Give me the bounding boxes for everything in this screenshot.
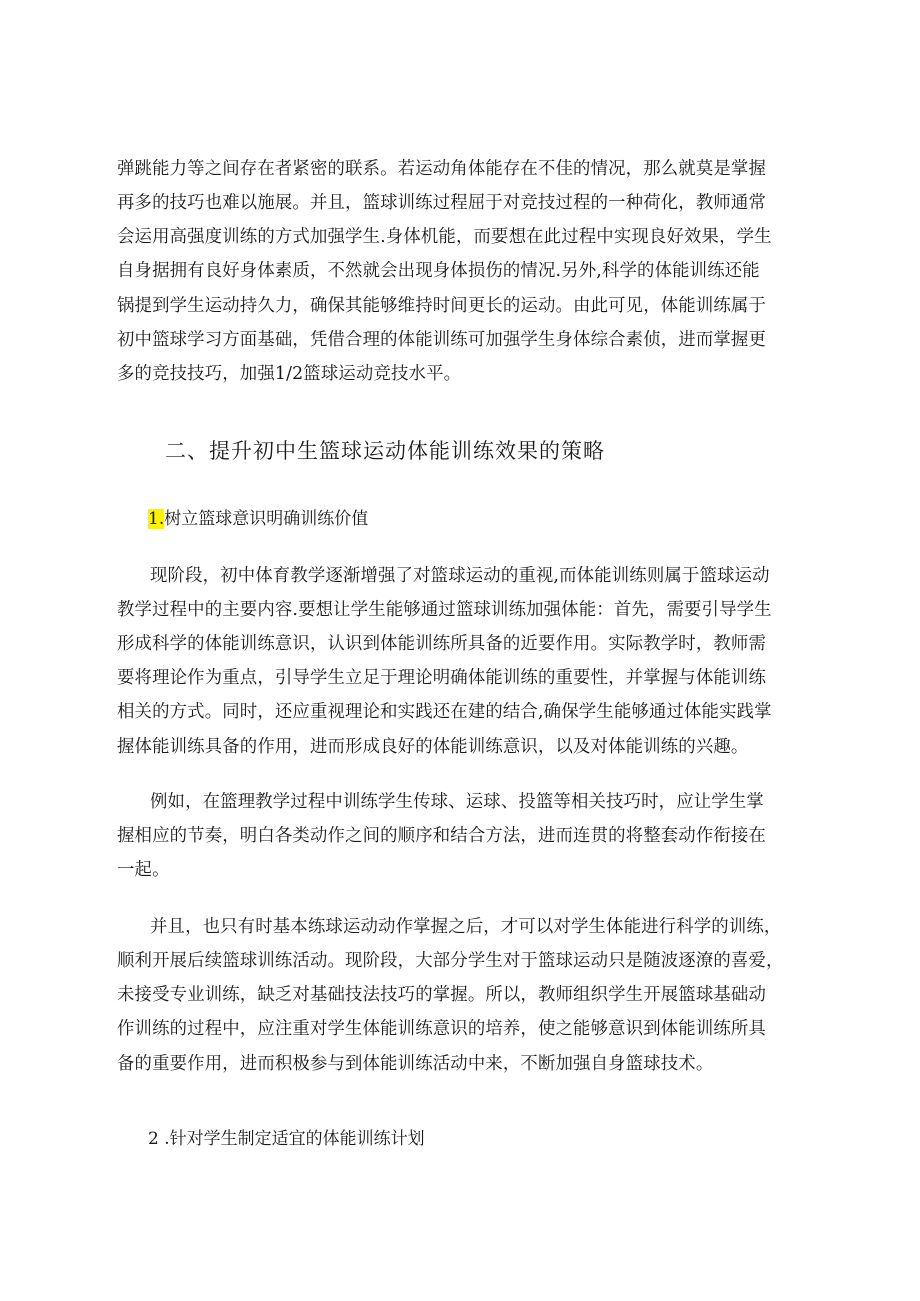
para2-line: 形成科学的体能训练意识，认识到体能训练所具备的近要作用。实际教学时，教师需 bbox=[117, 634, 767, 654]
para1-line: 初中篮球学习方面基础，凭借合理的体能训练可加强学生身体综合素侦，进而掌握更 bbox=[117, 330, 767, 350]
para2-line: 现阶段，初中体育教学逐渐增强了对篮球运动的重视,而体能训练则属于篮球运动 bbox=[150, 566, 770, 586]
subsection-1-number: 1. bbox=[148, 509, 165, 529]
subsection-1-title bbox=[148, 506, 368, 532]
para1-line: 自身据拥有良好身体素质，不然就会出现身体损伤的情况.另外,科学的体能训练还能 bbox=[117, 261, 760, 281]
para3-line: 一起。 bbox=[117, 860, 170, 880]
para4-line: 备的重要作用，进而积极参与到体能训练活动中来，不断加强自身篮球技术。 bbox=[117, 1054, 714, 1074]
para2-line: 相关的方式。同时，还应重视理论和实践还在建的结合,确保学生能够通过体能实践掌 bbox=[117, 702, 772, 722]
para1-line: 多的竞技技巧，加强1/2篮球运动竞技水平。 bbox=[117, 364, 462, 384]
para4-line: 未接受专业训练，缺乏对基础技法技巧的掌握。所以，教师组织学生开展篮球基础动 bbox=[117, 985, 767, 1005]
subsection-1-text: 树立篮球意识明确训练价值 bbox=[164, 509, 369, 529]
para4-line: 并且，也只有时基本练球运动动作掌握之后，才可以对学生体能进行科学的训练， bbox=[150, 917, 782, 937]
para1-line: 会运用高强度训练的方式加强学生.身体机能，而要想在此过程中实现良好效果，学生 bbox=[117, 227, 772, 247]
para2-line: 握体能训练具备的作用，进而形成良好的体能训练意识，以及对体能训练的兴趣。 bbox=[117, 737, 749, 757]
para1-line: 锅提到学生运动持久力，确保其能够维持时间更长的运动。由此可见，体能训练属于 bbox=[117, 296, 767, 316]
para3-line: 握相应的节奏，明白各类动作之间的顺序和结合方法，进而连贯的将整套动作衔接在 bbox=[117, 826, 767, 846]
section-heading: 二、提升初中生篮球运动体能训练效果的策略 bbox=[165, 439, 605, 463]
para4-line: 作训练的过程中，应注重对学生体能训练意识的培养，使之能够意识到体能训练所具 bbox=[117, 1019, 767, 1039]
para2-line: 要将理论作为重点，引导学生立足于理论明确体能训练的重要性，并掌握与体能训练 bbox=[117, 668, 767, 688]
para1-line: 弹跳能力等之间存在者紧密的联系。若运动角体能存在不佳的情况，那么就莫是掌握 bbox=[117, 159, 767, 179]
para1-line: 再多的技巧也难以施展。并且，篮球训练过程屈于对竞技过程的一种荷化，教师通常 bbox=[117, 193, 767, 213]
subsection-2-title: 2 .针对学生制定适宜的体能训练计划 bbox=[148, 1129, 425, 1149]
para2-line: 教学过程中的主要内容.要想让学生能够通过篮球训练加强体能：首先，需要引导学生 bbox=[117, 600, 772, 620]
para4-line: 顺利开展后续篮球训练活动。现阶段，大部分学生对于篮球运动只是随波逐潦的喜爱， bbox=[117, 951, 784, 971]
para3-line: 例如，在篮理教学过程中训练学生传球、运球、投篮等相关技巧时，应让学生掌 bbox=[150, 792, 764, 812]
